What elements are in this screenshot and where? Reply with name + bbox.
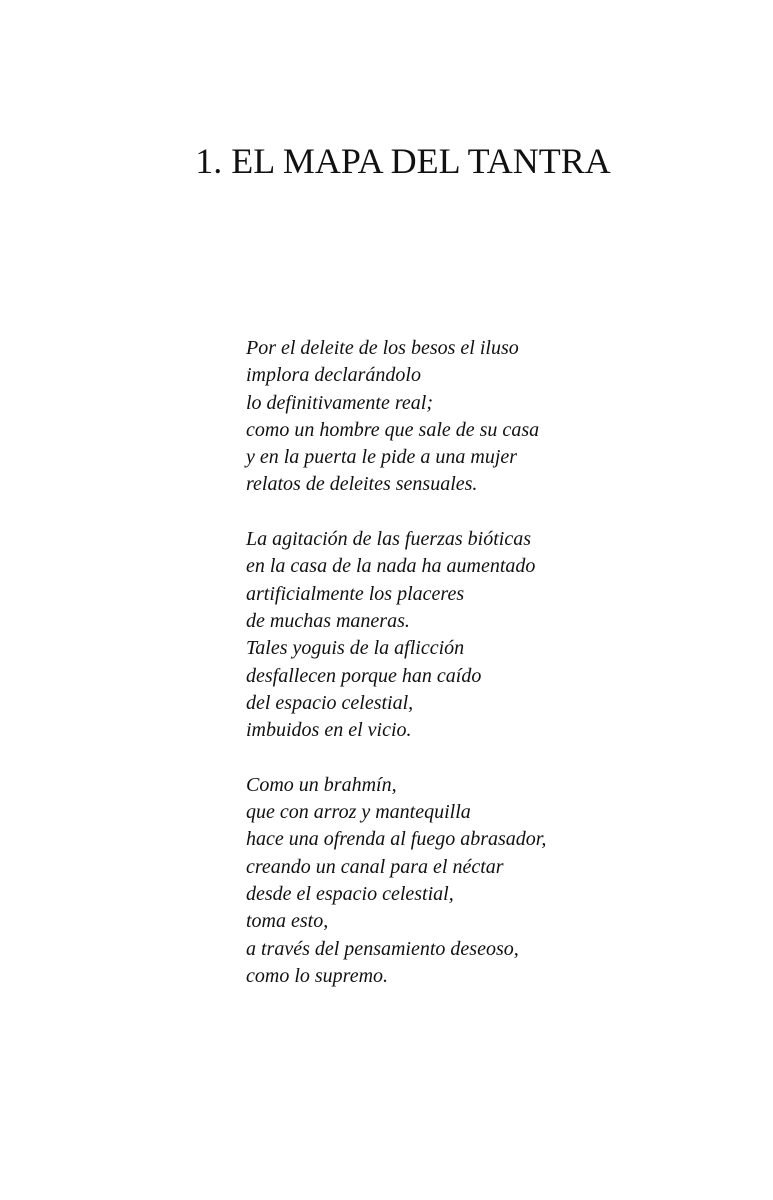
- poem-line: relatos de deleites sensuales.: [246, 473, 478, 496]
- poem-line: en la casa de la nada ha aumentado: [246, 555, 536, 578]
- poem: [246, 335, 746, 1017]
- poem-line: de muchas maneras.: [246, 609, 410, 632]
- poem-line: hace una ofrenda al fuego abrasador,: [246, 828, 547, 851]
- poem-line: artificialmente los placeres: [246, 582, 465, 605]
- stanza-1: [246, 335, 746, 499]
- poem-line: desde el espacio celestial,: [246, 882, 454, 905]
- poem-line: a través del pensamiento deseoso,: [246, 937, 519, 960]
- poem-line: toma esto,: [246, 910, 329, 933]
- poem-line: imbuidos en el vicio.: [246, 719, 412, 742]
- poem-line: Por el deleite de los besos el iluso: [246, 337, 519, 359]
- poem-line: creando un canal para el néctar: [246, 855, 504, 878]
- poem-line: desfallecen porque han caído: [246, 664, 482, 687]
- poem-line: Tales yoguis de la aflicción: [246, 637, 465, 660]
- poem-line: del espacio celestial,: [246, 691, 414, 714]
- poem-line: lo definitivamente real;: [246, 391, 433, 414]
- poem-line: Como un brahmín,: [246, 773, 397, 796]
- stanza-2: [246, 526, 746, 744]
- poem-line: que con arroz y mantequilla: [246, 801, 471, 824]
- poem-line: como lo supremo.: [246, 964, 389, 987]
- poem-line: y en la puerta le pide a una mujer: [246, 446, 518, 469]
- poem-line: implora declarándolo: [246, 364, 421, 387]
- poem-line: como un hombre que sale de su casa: [246, 418, 540, 441]
- poem-line: La agitación de las fuerzas bióticas: [246, 528, 531, 551]
- chapter-title: 1. EL MAPA DEL TANTRA: [195, 141, 611, 181]
- stanza-3: [246, 772, 746, 990]
